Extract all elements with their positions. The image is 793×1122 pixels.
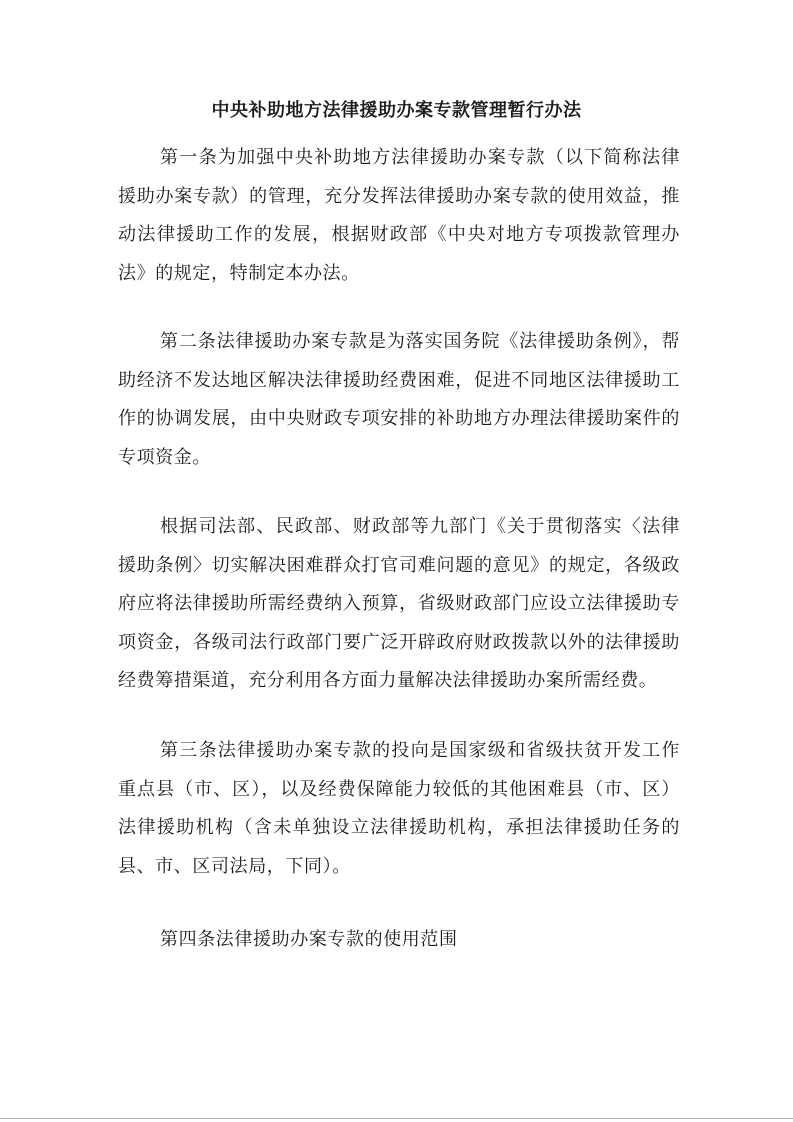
document-title: 中央补助地方法律援助办案专款管理暂行办法 xyxy=(211,100,582,121)
page-bottom-divider xyxy=(0,1118,793,1119)
paragraph-article-3: 第三条法律援助办案专款的投向是国家级和省级扶贫开发工作重点县（市、区），以及经费保障能力较低的其他困难县（市、区）法律援助机构（含未单独设立法律援助机构，承担法律援助任务的县、市、区司法局，下同）。 xyxy=(118,740,680,877)
paragraph-article-2: 第二条法律援助办案专款是为落实国务院《法律援助条例》，帮助经济不发达地区解决法律援助经费困难，促进不同地区法律援助工作的协调发展，由中央财政专项安排的补助地方办理法律援助案件的专项资金。 xyxy=(118,331,680,468)
paragraph-article-2-supplement: 根据司法部、民政部、财政部等九部门《关于贯彻落实〈法律援助条例〉切实解决困难群众打官司难问题的意见》的规定，各级政府应将法律援助所需经费纳入预算，省级财政部门应设立法律援助专项资金，各级司法行政部门要广泛开辟政府财政拨款以外的法律援助经费筹措渠道，充分利用各方面力量解决法律援助办案所需经费。 xyxy=(118,516,680,691)
paragraph-article-4: 第四条法律援助办案专款的使用范围 xyxy=(160,929,458,950)
paragraph-article-1: 第一条为加强中央补助地方法律援助办案专款（以下简称法律援助办案专款）的管理，充分发挥法律援助办案专款的使用效益，推动法律援助工作的发展，根据财政部《中央对地方专项拨款管理办法》的规定，特制定本办法。 xyxy=(118,147,680,284)
